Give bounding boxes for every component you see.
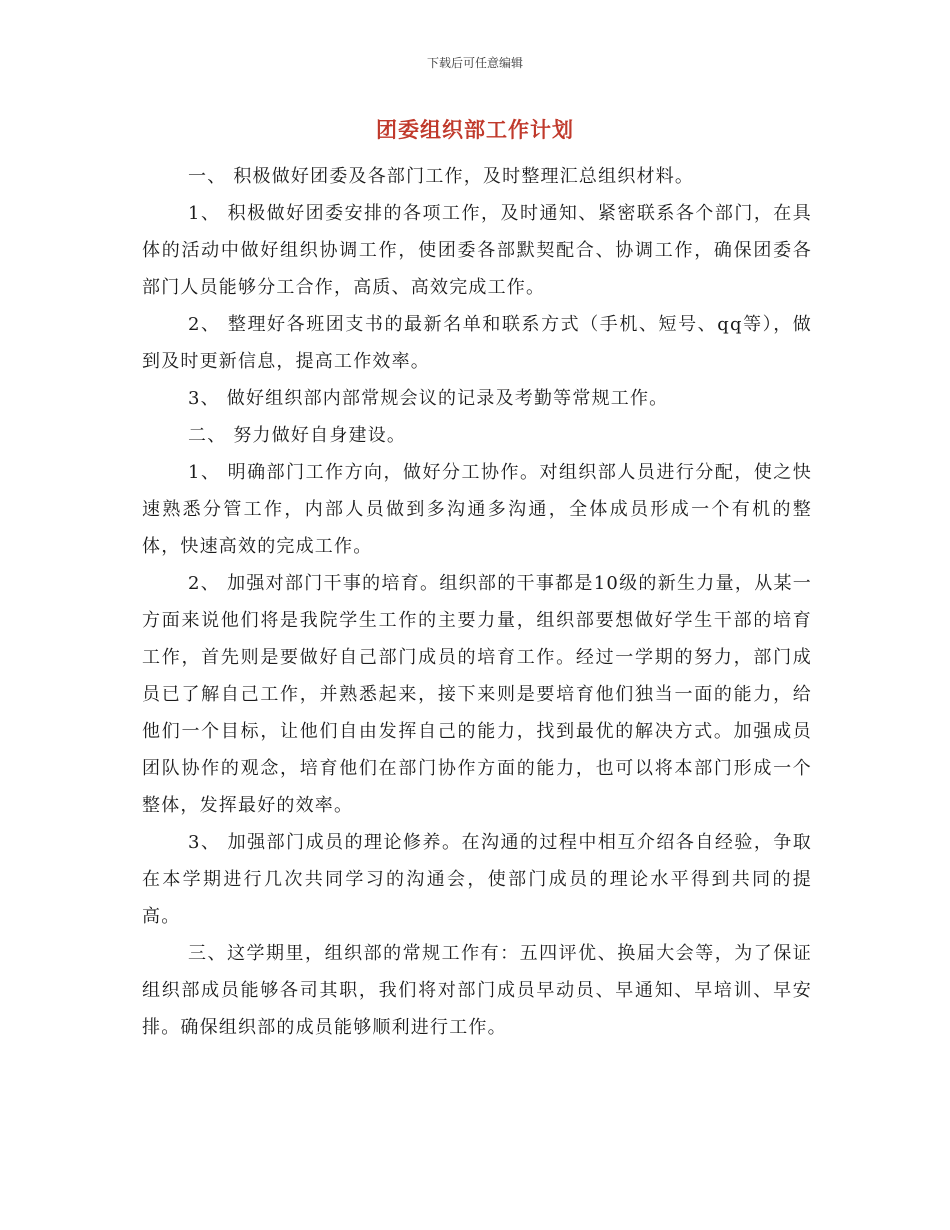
- paragraph: 2、 加强对部门干事的培育。组织部的干事都是10级的新生力量，从某一方面来说他们将是我院学生工作的主要力量，组织部要想做好学生干部的培育工作，首先则是要做好自己部门成员的培育工作。经过一学期的努力，部门成员已了解自己工作，并熟悉起来，接下来则是要培育他们独当一面的能力，给他们一个目标，让他们自由发挥自己的能力，找到最优的解决方式。加强成员团队协作的观念，培育他们在部门协作方面的能力，也可以将本部门形成一个整体，发挥最好的效率。: [142, 573, 812, 816]
- section-2-heading: 二、 努力做好自身建设。: [188, 425, 407, 446]
- header-note: 下载后可任意编辑: [426, 56, 523, 70]
- paragraph: 3、 加强部门成员的理论修养。在沟通的过程中相互介绍各自经验，争取在本学期进行几次共同学习的沟通会，使部门成员的理论水平得到共同的提高。: [142, 832, 812, 927]
- document-title: 团委组织部工作计划: [376, 117, 574, 142]
- paragraph: 1、 积极做好团委安排的各项工作，及时通知、紧密联系各个部门，在具体的活动中做好组织协调工作，使团委各部默契配合、协调工作，确保团委各部门人员能够分工合作，高质、高效完成工作。: [142, 203, 812, 298]
- paragraph: 1、 明确部门工作方向，做好分工协作。对组织部人员进行分配，使之快速熟悉分管工作，内部人员做到多沟通多沟通，全体成员形成一个有机的整体，快速高效的完成工作。: [142, 462, 812, 557]
- paragraph: 2、 整理好各班团支书的最新名单和联系方式（手机、短号、qq等），做到及时更新信息，提高工作效率。: [142, 314, 812, 372]
- section-3-paragraph: 三、这学期里，组织部的常规工作有：五四评优、换届大会等，为了保证组织部成员能够各司其职，我们将对部门成员早动员、早通知、早培训、早安排。确保组织部的成员能够顺利进行工作。: [142, 943, 812, 1038]
- section-1-heading: 一、 积极做好团委及各部门工作，及时整理汇总组织材料。: [188, 166, 695, 187]
- document-body: [142, 158, 812, 1046]
- paragraph: 3、 做好组织部内部常规会议的记录及考勤等常规工作。: [188, 388, 669, 409]
